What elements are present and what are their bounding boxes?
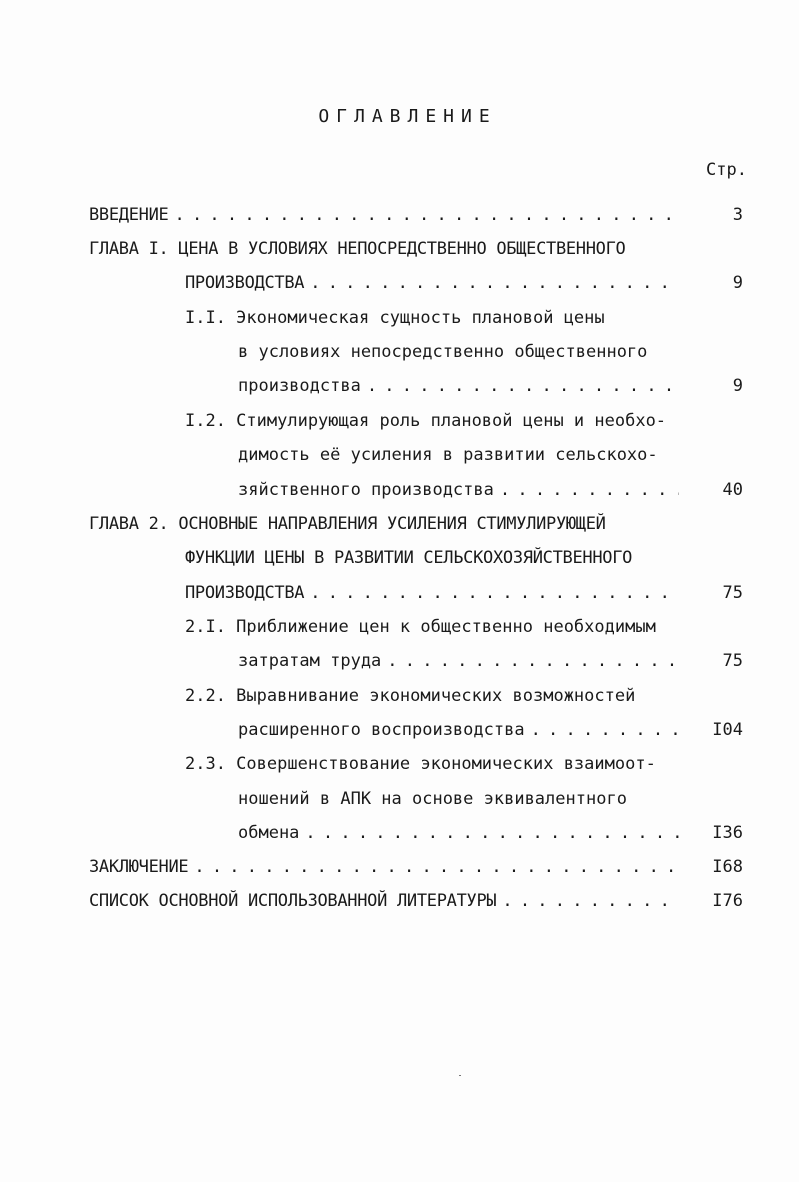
- toc-entry-references-page: I76: [712, 891, 743, 911]
- toc-section-2-3-line1: 2.3. Совершенствование экономических взаимоот-: [185, 754, 656, 774]
- toc-entry-references-label: СПИСОК ОСНОВНОЙ ИСПОЛЬЗОВАННОЙ ЛИТЕРАТУРЫ: [89, 891, 497, 911]
- toc-chapter-1-line1: ГЛАВА I. ЦЕНА В УСЛОВИЯХ НЕПОСРЕДСТВЕННО ОБЩЕСТВЕННОГО: [89, 239, 626, 259]
- toc-entry-references: [89, 888, 679, 914]
- toc-chapter-2-line2: ФУНКЦИИ ЦЕНЫ В РАЗВИТИИ СЕЛЬСКОХОЗЯЙСТВЕННОГО: [185, 548, 633, 568]
- pages-column-label: Стр.: [706, 160, 747, 180]
- toc-section-2-1-page: 75: [722, 651, 743, 671]
- leader-dots: [367, 373, 679, 399]
- leader-dots: [305, 820, 679, 846]
- toc-chapter-2-line3: [185, 580, 679, 606]
- page-title: ОГЛАВЛЕНИЕ: [318, 106, 497, 127]
- toc-chapter-1-page: 9: [732, 273, 743, 293]
- toc-section-2-2-page: I04: [712, 720, 743, 740]
- toc-entry-intro-label: ВВЕДЕНИЕ: [89, 205, 169, 225]
- toc-section-2-2-line1: 2.2. Выравнивание экономических возможностей: [185, 686, 636, 706]
- toc-section-1-1-line2: в условиях непосредственно общественного: [238, 342, 648, 362]
- toc-section-1-2-line2: димость её усиления в развитии сельскохо-: [238, 445, 658, 465]
- leader-dots: [310, 270, 679, 296]
- toc-section-2-1-line1: 2.I. Приближение цен к общественно необходимым: [185, 617, 656, 637]
- toc-section-2-3-line3: [238, 820, 679, 846]
- toc-section-2-1-line2: [238, 648, 679, 674]
- toc-section-2-2-line2: [238, 717, 679, 743]
- toc-entry-conclusion-label: ЗАКЛЮЧЕНИЕ: [89, 857, 189, 877]
- toc-section-1-1-label: производства: [238, 376, 361, 396]
- toc-section-1-2-label: зяйственного производства: [238, 480, 494, 500]
- toc-chapter-2-line1: ГЛАВА 2. ОСНОВНЫЕ НАПРАВЛЕНИЯ УСИЛЕНИЯ СТИМУЛИРУЮЩЕЙ: [89, 514, 606, 534]
- leader-dots: [310, 580, 679, 606]
- scan-speck: [459, 1075, 461, 1076]
- leader-dots: [500, 477, 679, 503]
- toc-section-1-1-page: 9: [732, 376, 743, 396]
- toc-entry-intro: [89, 202, 679, 228]
- toc-section-2-1-label: затратам труда: [238, 651, 382, 671]
- leader-dots: [387, 648, 679, 674]
- toc-section-1-1-line1: I.I. Экономическая сущность плановой цены: [185, 308, 605, 328]
- toc-section-2-3-page: I36: [712, 823, 743, 843]
- toc-section-1-2-line1: I.2. Стимулирующая роль плановой цены и необхо-: [185, 411, 667, 431]
- toc-entry-conclusion: [89, 854, 679, 880]
- toc-chapter-2-page: 75: [722, 583, 743, 603]
- toc-section-2-3-label: обмена: [238, 823, 300, 843]
- toc-section-1-2-line3: [238, 477, 679, 503]
- leader-dots: [531, 717, 679, 743]
- leader-dots: [194, 854, 679, 880]
- toc-section-2-2-label: расширенного воспроизводства: [238, 720, 525, 740]
- toc-entry-intro-page: 3: [732, 205, 743, 225]
- leader-dots: [502, 888, 679, 914]
- toc-section-2-3-line2: ношений в АПК на основе эквивалентного: [238, 789, 627, 809]
- toc-entry-conclusion-page: I68: [712, 857, 743, 877]
- toc-chapter-2-label: ПРОИЗВОДСТВА: [185, 583, 305, 603]
- toc-section-1-2-page: 40: [722, 480, 743, 500]
- toc-section-1-1-line3: [238, 373, 679, 399]
- leader-dots: [174, 202, 679, 228]
- toc-chapter-1-label: ПРОИЗВОДСТВА: [185, 273, 305, 293]
- toc-chapter-1-line2: [185, 270, 679, 296]
